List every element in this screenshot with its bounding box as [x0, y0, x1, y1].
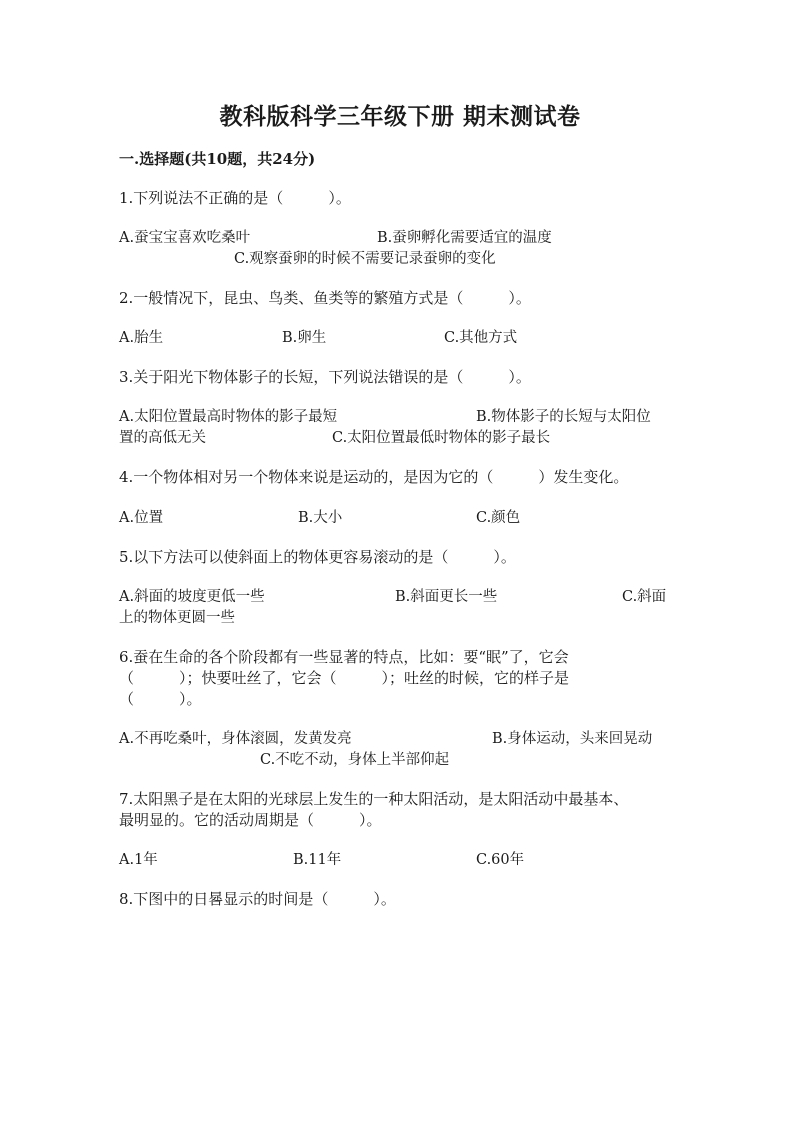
question-1-stem: 1.下列说法不正确的是（ ）。 — [119, 189, 351, 207]
question-3-option-a: A.太阳位置最高时物体的影子最短 — [119, 409, 338, 425]
question-3-option-b: B.物体影子的长短与太阳位 — [476, 409, 651, 425]
question-1-option-b: B.蚕卵孵化需要适宜的温度 — [377, 230, 552, 246]
section-heading: 一.选择题(共10题，共24分) — [119, 150, 316, 168]
question-2-option-a: A.胎生 — [119, 330, 164, 346]
question-3-option-c: C.太阳位置最低时物体的影子最长 — [332, 430, 551, 446]
page-title: 教科版科学三年级下册 期末测试卷 — [219, 103, 581, 130]
question-3-stem: 3.关于阳光下物体影子的长短，下列说法错误的是（ ）。 — [119, 368, 531, 386]
question-7-option-a: A.1年 — [119, 852, 158, 868]
question-2-option-c: C.其他方式 — [444, 330, 518, 346]
question-5-option-b: B.斜面更长一些 — [395, 589, 498, 605]
question-1-option-c: C.观察蚕卵的时候不需要记录蚕卵的变化 — [234, 251, 496, 267]
question-5-option-a: A.斜面的坡度更低一些 — [119, 589, 265, 605]
question-2-stem: 2.一般情况下，昆虫、鸟类、鱼类等的繁殖方式是（ ）。 — [119, 289, 531, 307]
question-6-option-a: A.不再吃桑叶，身体滚圆，发黄发亮 — [119, 731, 352, 747]
question-6-option-b: B.身体运动，头来回晃动 — [492, 731, 653, 747]
question-7-stem-line-2: 最明显的。它的活动周期是（ ）。 — [119, 811, 382, 829]
question-6-stem-line-2: （ ）；快要吐丝了，它会（ ）；吐丝的时候，它的样子是 — [119, 669, 570, 687]
question-7-option-b: B.11年 — [293, 852, 342, 868]
question-7-stem-line-1: 7.太阳黑子是在太阳的光球层上发生的一种太阳活动，是太阳活动中最基本、 — [119, 790, 629, 808]
question-1-option-a: A.蚕宝宝喜欢吃桑叶 — [119, 230, 251, 246]
question-2-option-b: B.卵生 — [282, 330, 327, 346]
question-3-option-b-continued: 置的高低无关 — [119, 430, 206, 446]
question-4-stem: 4.一个物体相对另一个物体来说是运动的，是因为它的（ ）发生变化。 — [119, 468, 629, 486]
question-4-option-c: C.颜色 — [476, 510, 521, 526]
question-8-stem: 8.下图中的日晷显示的时间是（ ）。 — [119, 890, 396, 908]
question-4-option-b: B.大小 — [298, 510, 343, 526]
question-6-stem-line-3: （ ）。 — [119, 690, 202, 708]
question-7-option-c: C.60年 — [476, 852, 525, 868]
question-4-option-a: A.位置 — [119, 510, 164, 526]
question-6-option-c: C.不吃不动，身体上半部仰起 — [260, 752, 450, 768]
question-5-option-c: C.斜面 — [622, 589, 667, 605]
question-5-stem: 5.以下方法可以使斜面上的物体更容易滚动的是（ ）。 — [119, 548, 516, 566]
question-5-option-c-continued: 上的物体更圆一些 — [119, 610, 235, 626]
question-6-stem-line-1: 6.蚕在生命的各个阶段都有一些显著的特点，比如：要“眠”了，它会 — [119, 648, 569, 666]
